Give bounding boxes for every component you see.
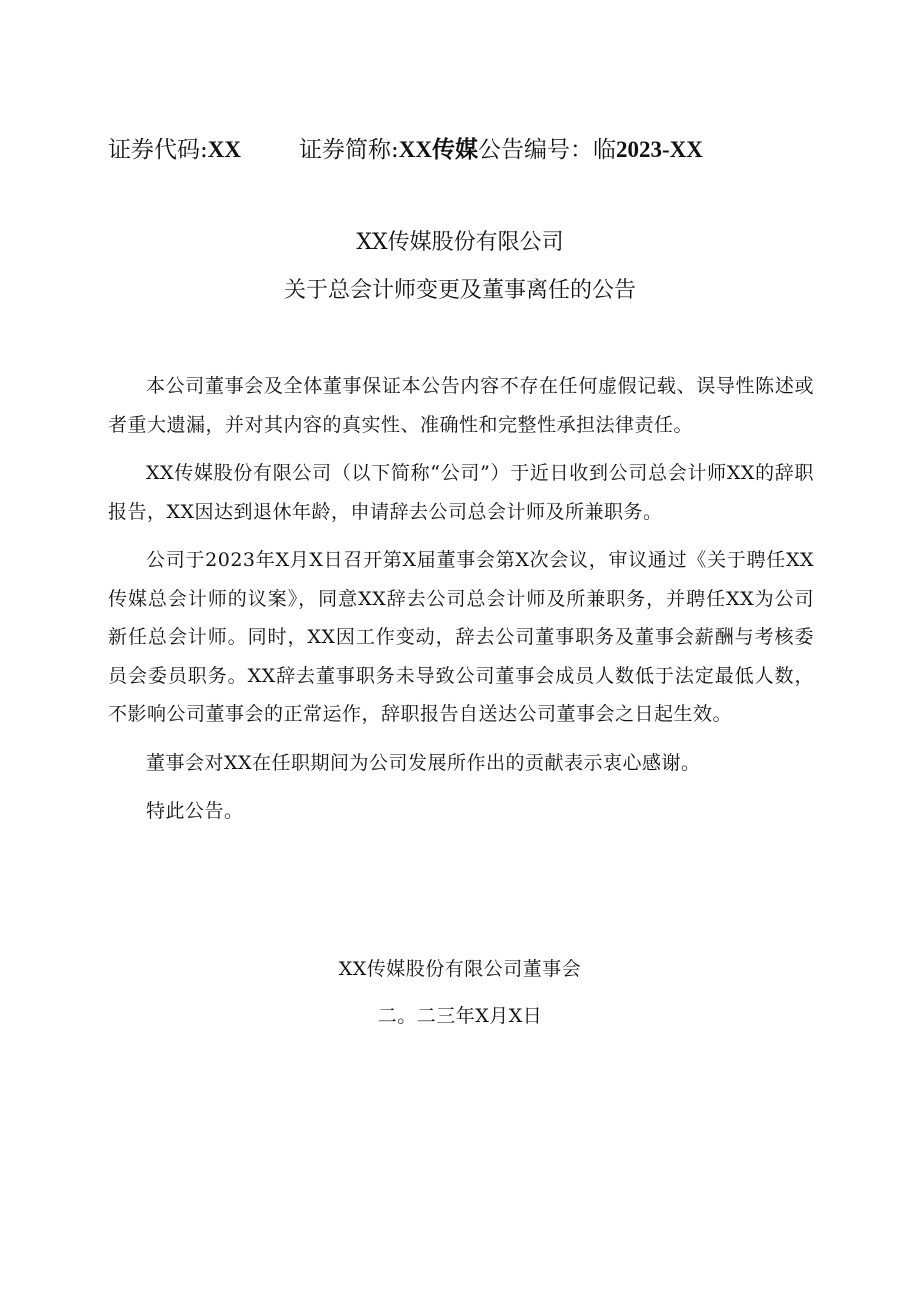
company-title: XX传媒股份有限公司	[356, 230, 564, 255]
announcement-body	[108, 367, 814, 831]
issuer-signature: XX传媒股份有限公司董事会	[338, 958, 582, 980]
document-header	[108, 132, 828, 168]
security-code-value: XX	[207, 137, 241, 162]
body-paragraph: XX传媒股份有限公司（以下简称“公司”）于近日收到公司总会计师XX的辞职报告，XX因达到退休年龄，申请辞去公司总会计师及所兼职务。	[108, 462, 814, 523]
notice-number-label: 公告编号：临	[477, 137, 616, 163]
issue-date: 二。二三年X月X日	[377, 1005, 543, 1027]
security-short-name-value: XX传媒	[398, 137, 478, 162]
closing-statement: 特此公告。	[146, 800, 244, 822]
announcement-subject: 关于总会计师变更及董事离任的公告	[283, 278, 636, 303]
body-paragraph: 董事会对XX在任职期间为公司发展所作出的贡献表示衷心感谢。	[146, 751, 701, 774]
security-short-name-label: 证券简称:	[298, 137, 399, 163]
notice-number-value: 2023-XX	[615, 137, 703, 162]
body-paragraph: 公司于2023年X月X日召开第X届董事会第X次会议，审议通过《关于聘任XX传媒总会计师的议案》，同意XX辞去公司总会计师及所兼职务，并聘任XX为公司新任总会计师。同时，XX因工作变动，辞去公司董事职务及董事会薪酬与考核委员会委员职务。XX辞去董事职务未导致公司董事会成员人数低于法定最低人数，不影响公司董事会的正常运作，辞职报告自送达公司董事会之日起生效。	[108, 549, 814, 725]
security-code-label: 证券代码:	[108, 137, 208, 163]
body-paragraph: 本公司董事会及全体董事保证本公告内容不存在任何虚假记载、误导性陈述或者重大遗漏，并对其内容的真实性、准确性和完整性承担法律责任。	[108, 375, 814, 436]
